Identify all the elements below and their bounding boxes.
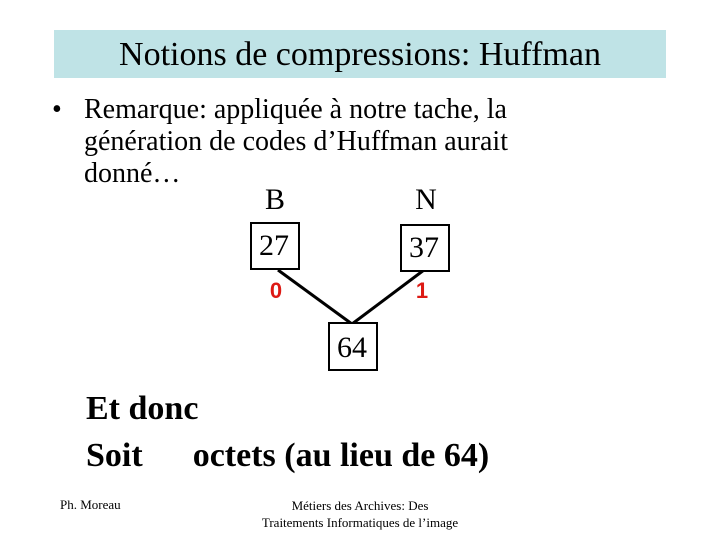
- node-root-count: 64: [337, 331, 367, 364]
- symbol-right-label: N: [415, 183, 437, 216]
- conclusion-soit: Soit: [86, 437, 143, 474]
- footer-course-line-2: Traitements Informatiques de l’image: [261, 515, 459, 530]
- bullet-line-3: donné…: [84, 158, 181, 189]
- node-right-count: 37: [409, 231, 439, 264]
- footer-author: Ph. Moreau: [60, 497, 121, 512]
- bullet-line-1: Remarque: appliquée à notre tache, la: [84, 94, 507, 125]
- bullet-line-2: génération de codes d’Huffman aurait: [84, 126, 508, 157]
- bullet-marker: •: [52, 94, 62, 125]
- footer-course-line-1: Métiers des Archives: Des: [291, 498, 429, 513]
- edge-left: [278, 270, 352, 324]
- conclusion-octets: octets (au lieu de 64): [192, 437, 490, 474]
- footer-course: [230, 497, 490, 531]
- edge-right: [352, 270, 424, 324]
- conclusion-line-2: [86, 437, 489, 475]
- node-left-count: 27: [259, 229, 289, 262]
- symbol-left-label: B: [264, 183, 286, 216]
- edge-bit-right: 1: [415, 278, 429, 303]
- conclusion-line-1: Et donc: [86, 390, 199, 427]
- slide-title: Notions de compressions: Huffman: [119, 36, 601, 73]
- edge-bit-left: 0: [269, 278, 283, 303]
